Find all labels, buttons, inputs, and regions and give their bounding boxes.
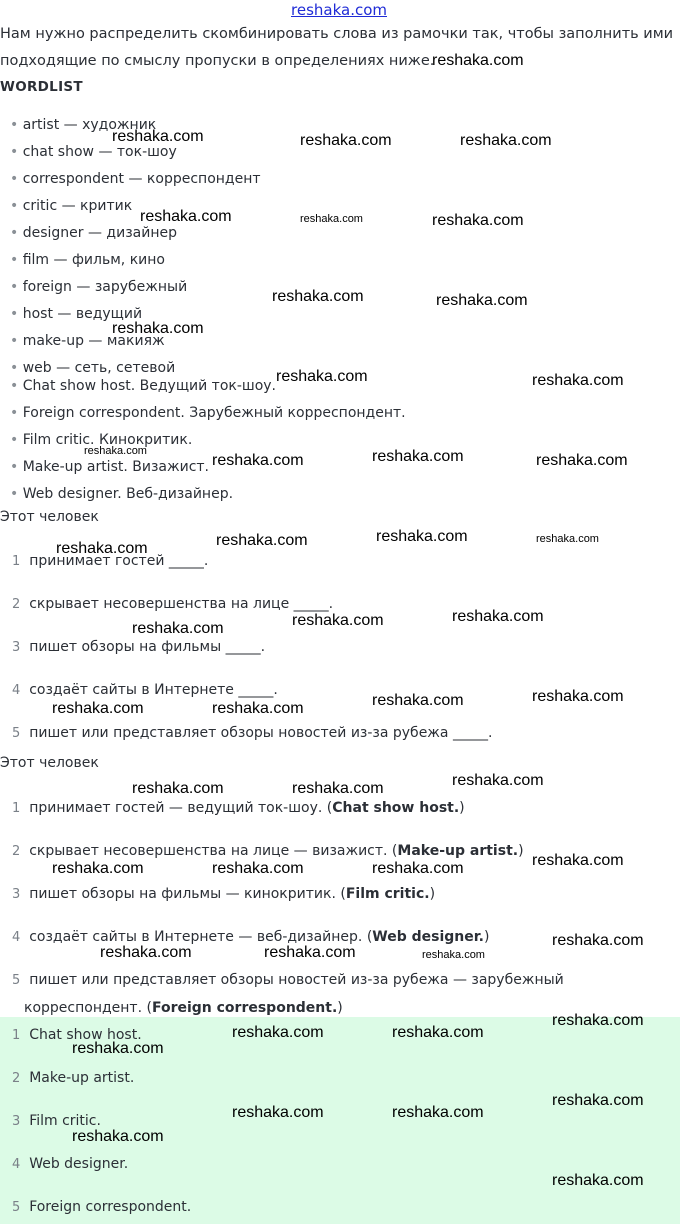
list-item: 4 создаёт сайты в Интернете _____.: [12, 682, 278, 698]
watermark: reshaka.com: [216, 532, 308, 549]
watermark: reshaka.com: [552, 932, 644, 949]
watermark: reshaka.com: [56, 540, 148, 557]
list-item: • web — сеть, сетевой: [10, 360, 176, 376]
list-item: • Foreign correspondent. Зарубежный корреспондент.: [10, 405, 406, 421]
watermark: reshaka.com: [272, 288, 364, 305]
intro-line-1: Нам нужно распределить скомбинировать слова из рамочки так, чтобы заполнить ими: [0, 26, 674, 42]
watermark: reshaka.com: [432, 212, 524, 229]
person-label: Этот человек: [0, 509, 99, 525]
watermark: reshaka.com: [132, 780, 224, 797]
list-item: 1 принимает гостей — ведущий ток-шоу. (Chat show host.): [12, 800, 465, 816]
bullet-icon: •: [10, 360, 19, 376]
list-item: 2 скрывает несовершенства на лице _____.: [12, 596, 334, 612]
list-item: 3 пишет обзоры на фильмы _____.: [12, 639, 266, 655]
watermark: reshaka.com: [112, 128, 204, 145]
watermark: reshaka.com: [132, 620, 224, 637]
list-item: 1 принимает гостей _____.: [12, 553, 209, 569]
watermark: reshaka.com: [532, 852, 624, 869]
list-item: • film — фильм, кино: [10, 252, 165, 268]
watermark: reshaka.com: [536, 533, 599, 545]
bullet-icon: •: [10, 486, 19, 502]
bullet-icon: •: [10, 198, 19, 214]
list-item: 1 Chat show host.: [12, 1027, 142, 1043]
watermark: reshaka.com: [372, 692, 464, 709]
bullet-icon: •: [10, 306, 19, 322]
list-item-continuation: корреспондент. (Foreign correspondent.): [24, 1000, 343, 1016]
list-item: • artist — художник: [10, 117, 157, 133]
watermark: reshaka.com: [532, 372, 624, 389]
bullet-icon: •: [10, 405, 19, 421]
list-item: • correspondent — корреспондент: [10, 171, 261, 187]
watermark: reshaka.com: [212, 452, 304, 469]
list-item: • Web designer. Веб-дизайнер.: [10, 486, 234, 502]
list-item: 2 Make-up artist.: [12, 1070, 135, 1086]
bullet-icon: •: [10, 432, 19, 448]
intro-line-2: подходящие по смыслу пропуски в определениях ниже.: [0, 53, 435, 69]
watermark: reshaka.com: [552, 1012, 644, 1029]
list-item: 5 Foreign correspondent.: [12, 1199, 192, 1215]
list-item: 3 пишет обзоры на фильмы — кинокритик. (Film critic.): [12, 886, 436, 902]
list-item: 4 создаёт сайты в Интернете — веб-дизайнер. (Web designer.): [12, 929, 490, 945]
watermark: reshaka.com: [436, 292, 528, 309]
watermark: reshaka.com: [392, 1024, 484, 1041]
watermark: reshaka.com: [72, 1040, 164, 1057]
list-item: • designer — дизайнер: [10, 225, 177, 241]
watermark: reshaka.com: [52, 860, 144, 877]
list-item: 4 Web designer.: [12, 1156, 129, 1172]
watermark: reshaka.com: [532, 688, 624, 705]
watermark: reshaka.com: [392, 1104, 484, 1121]
watermark: reshaka.com: [552, 1172, 644, 1189]
watermark: reshaka.com: [552, 1092, 644, 1109]
list-item: • Make-up artist. Визажист.: [10, 459, 209, 475]
bullet-icon: •: [10, 279, 19, 295]
watermark: reshaka.com: [100, 944, 192, 961]
watermark: reshaka.com: [452, 772, 544, 789]
person-label: Этот человек: [0, 755, 99, 771]
watermark: reshaka.com: [264, 944, 356, 961]
list-item: • critic — критик: [10, 198, 133, 214]
watermark: reshaka.com: [140, 208, 232, 225]
watermark: reshaka.com: [432, 52, 524, 69]
watermark: reshaka.com: [84, 445, 147, 457]
list-item: • make-up — макияж: [10, 333, 165, 349]
watermark: reshaka.com: [422, 949, 485, 961]
watermark: reshaka.com: [112, 320, 204, 337]
watermark: reshaka.com: [232, 1104, 324, 1121]
list-item: 5 пишет или представляет обзоры новостей из-за рубежа _____.: [12, 725, 493, 741]
watermark: reshaka.com: [212, 860, 304, 877]
list-item: • Chat show host. Ведущий ток-шоу.: [10, 378, 276, 394]
list-item: • chat show — ток-шоу: [10, 144, 177, 160]
bullet-icon: •: [10, 144, 19, 160]
watermark: reshaka.com: [452, 608, 544, 625]
bullet-icon: •: [10, 171, 19, 187]
list-item: 3 Film critic.: [12, 1113, 101, 1129]
list-item: • Film critic. Кинокритик.: [10, 432, 193, 448]
wordlist-title: WORDLIST: [0, 79, 83, 95]
watermark: reshaka.com: [376, 528, 468, 545]
bullet-icon: •: [10, 252, 19, 268]
bullet-icon: •: [10, 225, 19, 241]
watermark: reshaka.com: [300, 213, 363, 225]
site-link[interactable]: reshaka.com: [291, 1, 387, 19]
watermark: reshaka.com: [212, 700, 304, 717]
watermark: reshaka.com: [372, 860, 464, 877]
list-item: 5 пишет или представляет обзоры новостей из-за рубежа — зарубежный: [12, 972, 564, 988]
watermark: reshaka.com: [232, 1024, 324, 1041]
bullet-icon: •: [10, 117, 19, 133]
watermark: reshaka.com: [460, 132, 552, 149]
watermark: reshaka.com: [292, 612, 384, 629]
bullet-icon: •: [10, 378, 19, 394]
bullet-icon: •: [10, 459, 19, 475]
watermark: reshaka.com: [52, 700, 144, 717]
watermark: reshaka.com: [536, 452, 628, 469]
watermark: reshaka.com: [292, 780, 384, 797]
list-item: • foreign — зарубежный: [10, 279, 188, 295]
watermark: reshaka.com: [300, 132, 392, 149]
bullet-icon: •: [10, 333, 19, 349]
watermark: reshaka.com: [72, 1128, 164, 1145]
list-item: 2 скрывает несовершенства на лице — визажист. (Make-up artist.): [12, 843, 524, 859]
list-item: • host — ведущий: [10, 306, 143, 322]
watermark: reshaka.com: [372, 448, 464, 465]
watermark: reshaka.com: [276, 368, 368, 385]
